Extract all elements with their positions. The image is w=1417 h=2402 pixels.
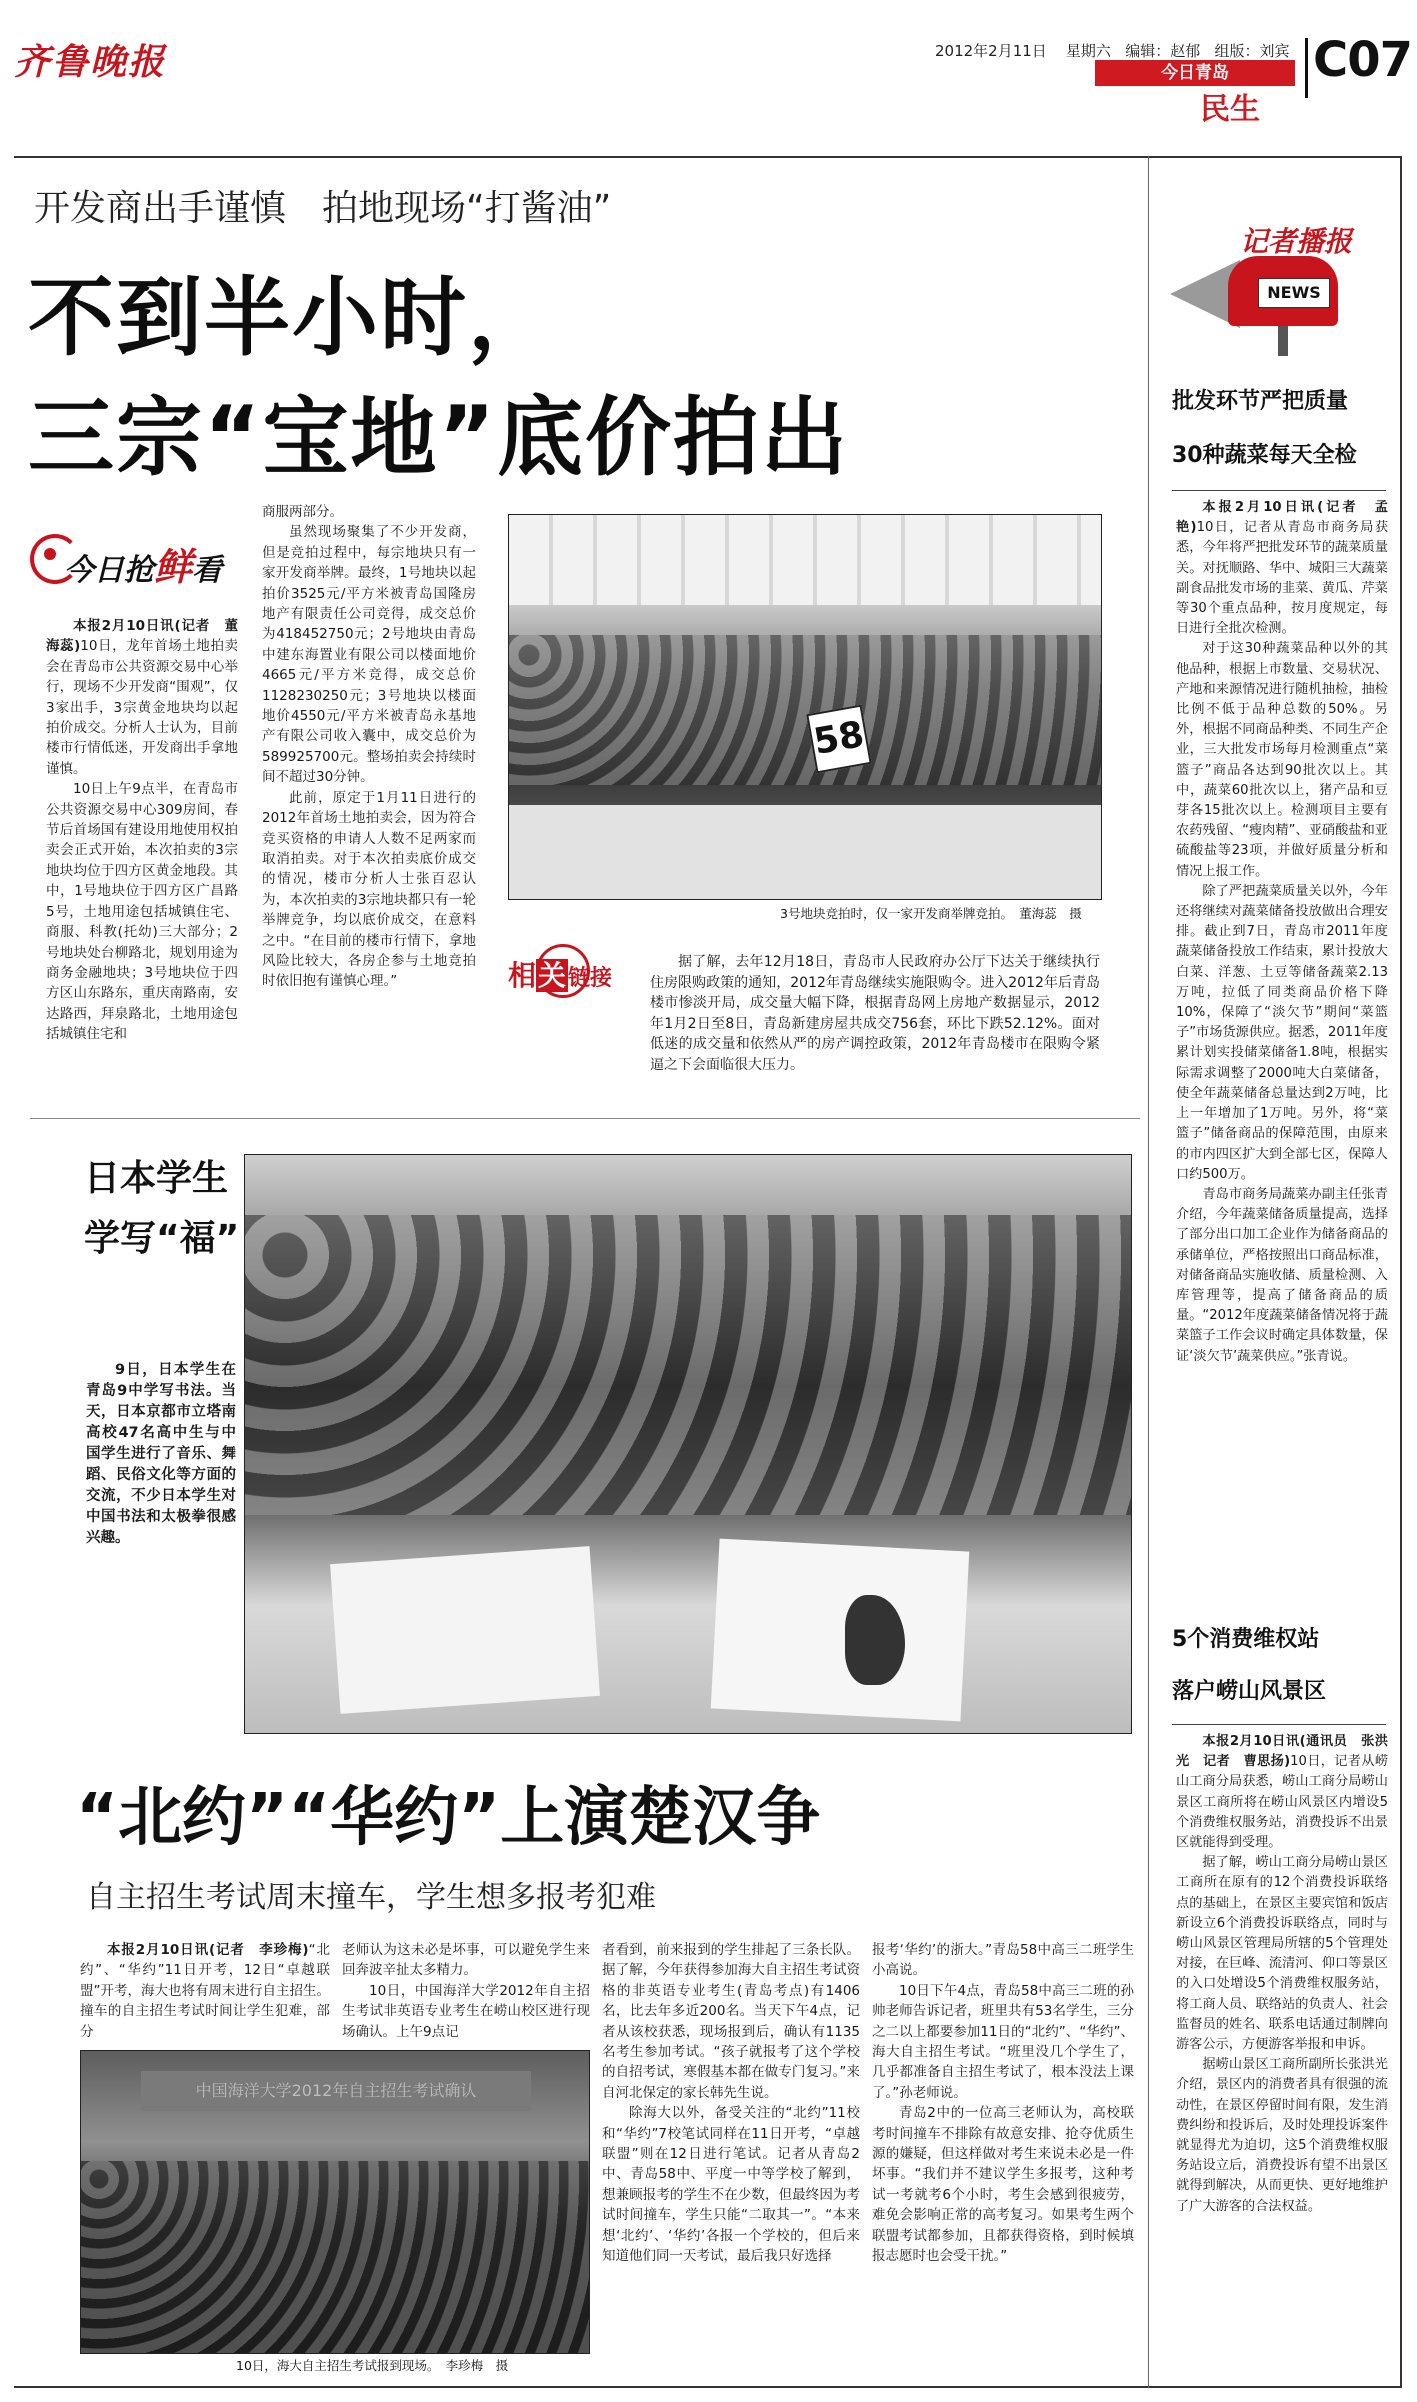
related-link-logo: [508, 942, 640, 1002]
related-logo-text: [508, 954, 612, 994]
lead-kicker: 开发商出手谨慎 拍地现场“打酱油”: [34, 188, 612, 229]
bottom-col2-p2: 10日，中国海洋大学2012年自主招生考试非英语专业考生在崂山校区进行现场确认。上午9点记: [342, 1982, 590, 2040]
masthead: [0, 0, 1417, 127]
sidebar-story2-rule: [1172, 1724, 1386, 1725]
news-badge: [1258, 278, 1330, 308]
bottom-photo-caption: 10日，海大自主招生考试报到现场。 李珍梅 摄: [236, 2358, 509, 2373]
lead-photo-table: [509, 805, 1101, 899]
sidebar-story1-body: [1176, 498, 1388, 1608]
feature-paragraph: 9日，日本学生在青岛9中学写书法。当天，日本京都市立塔南高校47名高中生与中国学生进行了音乐、舞蹈、民俗文化等方面的交流，不少日本学生对中国书法和太极拳很感兴趣。: [86, 1362, 236, 1546]
sidebar-story2-body: [1176, 1732, 1388, 2380]
section-main-label: 民生: [1200, 92, 1260, 127]
sidebar-story1-p2: 对于这30种蔬菜品种以外的其他品种，根据上市数量、交易状况、产地和来源情况进行随机抽检，抽检比例不低于品种总数的50%。另外，根据不同商品种类、不同生产企业，三大批发市场每月检测重点“菜篮子”商品各达到90批次以上。其中，蔬菜60批次以上，猪产品和豆芽各15批次以上。检测项目主要有农药残留、“瘦肉精”、亚硝酸盐和亚硫酸盐等23项，并做好质量分析和情况上报工作。: [1176, 641, 1388, 879]
bottom-column-3: [602, 1940, 860, 2380]
lead-headline-line1: 不到半小时，: [28, 268, 556, 368]
bottom-byline: 本报2月10日讯(记者 李珍梅): [107, 1942, 309, 1958]
sidebar-story2-p2: 据了解，崂山工商分局崂山景区工商所在原有的12个消费投诉联络点的基础上，在景区主要宾馆和饭店新设立6个消费投诉联络点，同时与崂山风景区管理局所辖的5个管理处对接，在巨峰、流清河、仰口等景区的入口处增设5个消费维权服务站，将工商人员、联络站的负责人、社会监督员的姓名、联系电话通过制牌向游客公示，方便游客举报和申诉。: [1176, 1855, 1388, 2053]
sidebar-story2-title2: 落户崂山风景区: [1172, 1679, 1327, 1704]
news-badge-text: NEWS: [1267, 283, 1321, 302]
page-right-rule: [1400, 156, 1402, 2388]
page-bottom-rule: [14, 2386, 1402, 2388]
bottom-col3-p1: 者看到，前来报到的学生排起了三条长队。据了解，今年获得参加海大自主招生考试资格的非英语专业考生(青岛考点)有1406名，比去年多近200名。当天下午4点，记者从该校获悉，现场报到后，确认有1135名考生参加考试。“孩子就报考了这个学校的自招考试，寒假基本都在做专门复习。”来自河北保定的家长韩先生说。: [602, 1942, 860, 2101]
lead-photo: [508, 514, 1102, 900]
related-link-paragraph: 据了解，去年12月18日，青岛市人民政府办公厅下达关于继续执行住房限购政策的通知，2012年青岛继续实施限购令。进入2012年后青岛楼市惨淡开局，成交量大幅下降，根据青岛网上房地产数据显示，2012年1月2日至8日，青岛新建房屋共成交756套，环比下跌52.12%。面对低迷的成交量和依然从严的房产调控政策，2012年青岛楼市在限购令紧逼之下会面临很大压力。: [650, 954, 1100, 1073]
related-link-text: [650, 952, 1100, 1084]
feature-photo-paper-left: [330, 1546, 600, 1714]
column-logo-b: 鲜: [154, 544, 193, 589]
lead-col2-p2: 虽然现场聚集了不少开发商，但是竞拍过程中，每宗地块只有一家开发商举牌。最终，1号地块以起拍价3525元/平方米被青岛国隆房地产有限责任公司竞得，成交总价为418452750元；2号地块由青岛中建东海置业有限公司以楼面地价4665元/平方米竞得，成交总价1128230250元；3号地块以楼面地价4550元/平方米被青岛永基地产有限公司收入囊中，成交总价为589925700元。整场拍卖会持续时间不超过30分钟。: [262, 524, 476, 786]
page-top-rule: [14, 156, 1402, 158]
bottom-photo-banner: [141, 2071, 531, 2111]
lead-column-2: [262, 502, 476, 1084]
lead-column-1: [46, 616, 238, 1076]
feature-title-line2: 学写“福”: [84, 1218, 240, 1259]
lead-photo-sign-number: 58: [810, 713, 868, 764]
issue-date: 2012年2月11日: [935, 42, 1047, 60]
sidebar-story1-title2: 30种蔬菜每天全检: [1172, 443, 1357, 468]
bottom-column-4: [872, 1940, 1134, 2380]
mailbox-post: [1278, 326, 1288, 356]
bottom-col4-p2: 10日下午4点，青岛58中高三二班的孙帅老师告诉记者，班里共有53名学生，三分之二以上都要参加11日的“北约”、“华约”、海大自主招生考试。“班里没几个学生了，几乎都准备自主招生考试了，根本没法上课了。”孙老师说。: [872, 1982, 1134, 2101]
masthead-divider: [1305, 38, 1308, 98]
column-logo-text: [64, 536, 222, 591]
reporter-broadcast-logo: [1170, 216, 1390, 356]
lead-col1-p2: 10日上午9点半，在青岛市公共资源交易中心309房间，春节后首场国有建设用地使用权拍卖会正式开始，本次拍卖的3宗地块均位于四方区黄金地段。其中，1号地块位于四方区广昌路5号，土地用途包括城镇住宅、商服、科教(托幼)三大部分；2号地块处台柳路北，规划用途为商务金融地块；3号地块位于四方区山东路东，重庆南路南，安达路西，拜泉路北，土地用途包括城镇住宅和: [46, 781, 238, 1043]
column-logo-a: 今日抢: [64, 553, 154, 588]
bottom-col1-p1: “北约”、“华约”11日开考，12日“卓越联盟”开考，海大也将有周末进行自主招生。撞车的自主招生考试时间让学生犯难，部分: [80, 1942, 330, 2040]
bottom-photo: [80, 2050, 590, 2354]
column-logo-dot: [44, 548, 56, 560]
sidebar-story1-p1: 10日，记者从青岛市商务局获悉，今年将严把批发环节的蔬菜质量关。对抚顺路、华中、城阳三大蔬菜副食品批发市场的韭菜、黄瓜、芹菜等30个重点品种，按月度规定，每日进行全批次检测。: [1176, 520, 1388, 637]
layout-credit: 组版：刘宾: [1214, 42, 1290, 60]
related-label-c: 链接: [568, 966, 613, 991]
sidebar-story1-byline: 本报2月10日讯(记者 孟艳): [1176, 500, 1388, 536]
lead-headline-line2: 三宗“宝地”底价拍出: [28, 388, 850, 488]
feature-photo-paper-right: [711, 1539, 970, 1722]
bottom-column-2: [342, 1940, 590, 2044]
bottom-headline: “北约”“华约”上演楚汉争: [76, 1781, 821, 1855]
bottom-col4-p3: 青岛2中的一位高三老师认为，高校联考时间撞车不排除有故意安排、抢夺优质生源的嫌疑，但这样做对考生来说未必是一件坏事。“我们并不建议学生多报考，这种考试一考就考6个小时，考生会感到很疲劳，难免会影响正常的高考复习。如果考生两个联盟考试都参加，且都获得资格，到时候填报志愿时也会受干扰。”: [872, 2105, 1134, 2265]
sidebar-story2-p3: 据崂山景区工商所副所长张洪光介绍，景区内的消费者具有很强的流动性，在景区停留时间有限，发生消费纠纷和投诉后，及时处理投诉案件就显得尤为迫切，这5个消费维权服务站设立后，消费投诉有望不出景区就得到解决，从而更快、更好地维护了广大游客的合法权益。: [1176, 2057, 1388, 2214]
sidebar-story1-title1: 批发环节严把质量: [1172, 389, 1349, 414]
feature-photo: [244, 1154, 1132, 1734]
lead-bottom-rule: [30, 1118, 1140, 1119]
related-label-a: 相: [508, 959, 537, 992]
lead-photo-bid-sign: [806, 705, 872, 774]
lead-photo-crowd: [509, 635, 1101, 785]
editor-credit: 编辑：赵郁: [1125, 42, 1201, 60]
page-number: C07: [1313, 32, 1413, 88]
lead-byline: 本报2月10日讯(记者 董海蕊): [46, 618, 238, 655]
section-top-bar: [1095, 60, 1295, 86]
paper-logo: 齐鲁晚报: [14, 41, 167, 83]
bottom-subhead: 自主招生考试周末撞车，学生想多报考犯难: [86, 1880, 656, 1915]
bottom-col3-p2: 除海大以外，备受关注的“北约”11校和“华约”7校笔试同样在11日开考，“卓越联盟”则在12日进行笔试。记者从青岛2中、青岛58中、平度一中等学校了解到，想兼顾报考的学生不在少数，但最终因为考试时间撞车，学生只能“二取其一”。“本来想‘北约’、‘华约’各报一个学校的，但后来知道他们同一天考试，最后我只好选择: [602, 2105, 860, 2265]
sidebar-story2-p1: 10日，记者从崂山工商分局获悉，崂山工商分局崂山景区工商所将在崂山风景区内增设5个消费维权服务站，消费投诉不出景区就能得到受理。: [1176, 1754, 1388, 1851]
sidebar-story1-p3: 除了严把蔬菜质量关以外，今年还将继续对蔬菜储备投放做出合理安排。截止到7日，青岛市2011年度蔬菜储备投放工作结束，累计投放大白菜、洋葱、土豆等储备蔬菜2.13万吨，拉低了同类商品价格下降10%，保障了“淡欠节”期间“菜篮子”市场货源供应。据悉，2011年度累计划实投储菜储备1.8吨，根据实际需求调整了2000吨大白菜储备，使全年蔬菜储备总量达到2万吨，比上一年增加了1万吨。另外，将“菜篮子”储备商品的保障范围，由原来的市内四区扩大到全部七区，保障人口约500万。: [1176, 883, 1388, 1182]
lead-col2-p3: 此前，原定于1月11日进行的2012年首场土地拍卖会，因为符合竞买资格的申请人人数不足两家而取消拍卖。对于本次拍卖底价成交的情况，楼市分析人士张百忍认为，本次拍卖的3宗地块都只有一轮举牌竞争，均以底价成交，在意料之中。“在目前的楼市行情下，拿地风险比较大，各房企参与土地竞拍时依旧抱有谨慎心理。”: [262, 789, 476, 990]
column-logo-c: 看: [192, 553, 223, 588]
sidebar-story1-rule: [1172, 490, 1386, 491]
column-logo: [30, 530, 250, 589]
sidebar-divider: [1148, 156, 1149, 2388]
bottom-col2-p1: 老师认为这未必是坏事，可以避免学生来回奔波辛扯太多精力。: [342, 1942, 590, 1979]
bottom-col4-p1: 报考‘华约’的浙大。”青岛58中高三二班学生小高说。: [872, 1942, 1134, 1979]
lead-col2-p1: 商服两部分。: [262, 504, 343, 520]
reporter-logo-text: 记者播报: [1240, 225, 1353, 258]
sidebar-story2-title1: 5个消费维权站: [1172, 1627, 1320, 1652]
sidebar-story2-byline: 本报2月10日讯(通讯员 张洪光 记者 曹思扬): [1176, 1734, 1388, 1770]
lead-photo-ceiling: [509, 515, 1101, 605]
feature-photo-people: [245, 1215, 1131, 1515]
bottom-column-1: [80, 1940, 330, 2044]
masthead-meta: [935, 40, 1290, 61]
related-label-b: 关: [538, 959, 567, 992]
sidebar-story1-p4: 青岛市商务局蔬菜办副主任张青介绍，今年蔬菜储备质量提高，选择了部分出口加工企业作为储备商品的承储单位，严格按照出口商品标准，对储备商品实施收储、质量检测、入库管理等，提高了储备商品的质量。“2012年度蔬菜储备情况将于蔬菜篮子工作会议时确定具体数量，保证‘淡欠节’蔬菜供应。”张青说。: [1176, 1186, 1388, 1364]
bottom-photo-crowd: [81, 2161, 589, 2353]
feature-title-line1: 日本学生: [84, 1158, 229, 1199]
issue-weekday: 星期六: [1065, 42, 1111, 60]
feature-text: [86, 1360, 236, 1690]
lead-col1-p1: 10日，龙年首场土地拍卖会在青岛市公共资源交易中心举行，现场不少开发商“围观”，仅3家出手，3宗黄金地块均以起拍价成交。分析人士认为，目前楼市行情低迷，开发商出手拿地谨慎。: [46, 638, 238, 777]
bottom-photo-banner-text: 中国海洋大学2012年自主招生考试确认: [195, 2081, 477, 2100]
lead-photo-caption: 3号地块竞拍时，仅一家开发商举牌竞拍。 董海蕊 摄: [780, 906, 1082, 921]
section-top-label: 今日青岛: [1161, 63, 1229, 83]
